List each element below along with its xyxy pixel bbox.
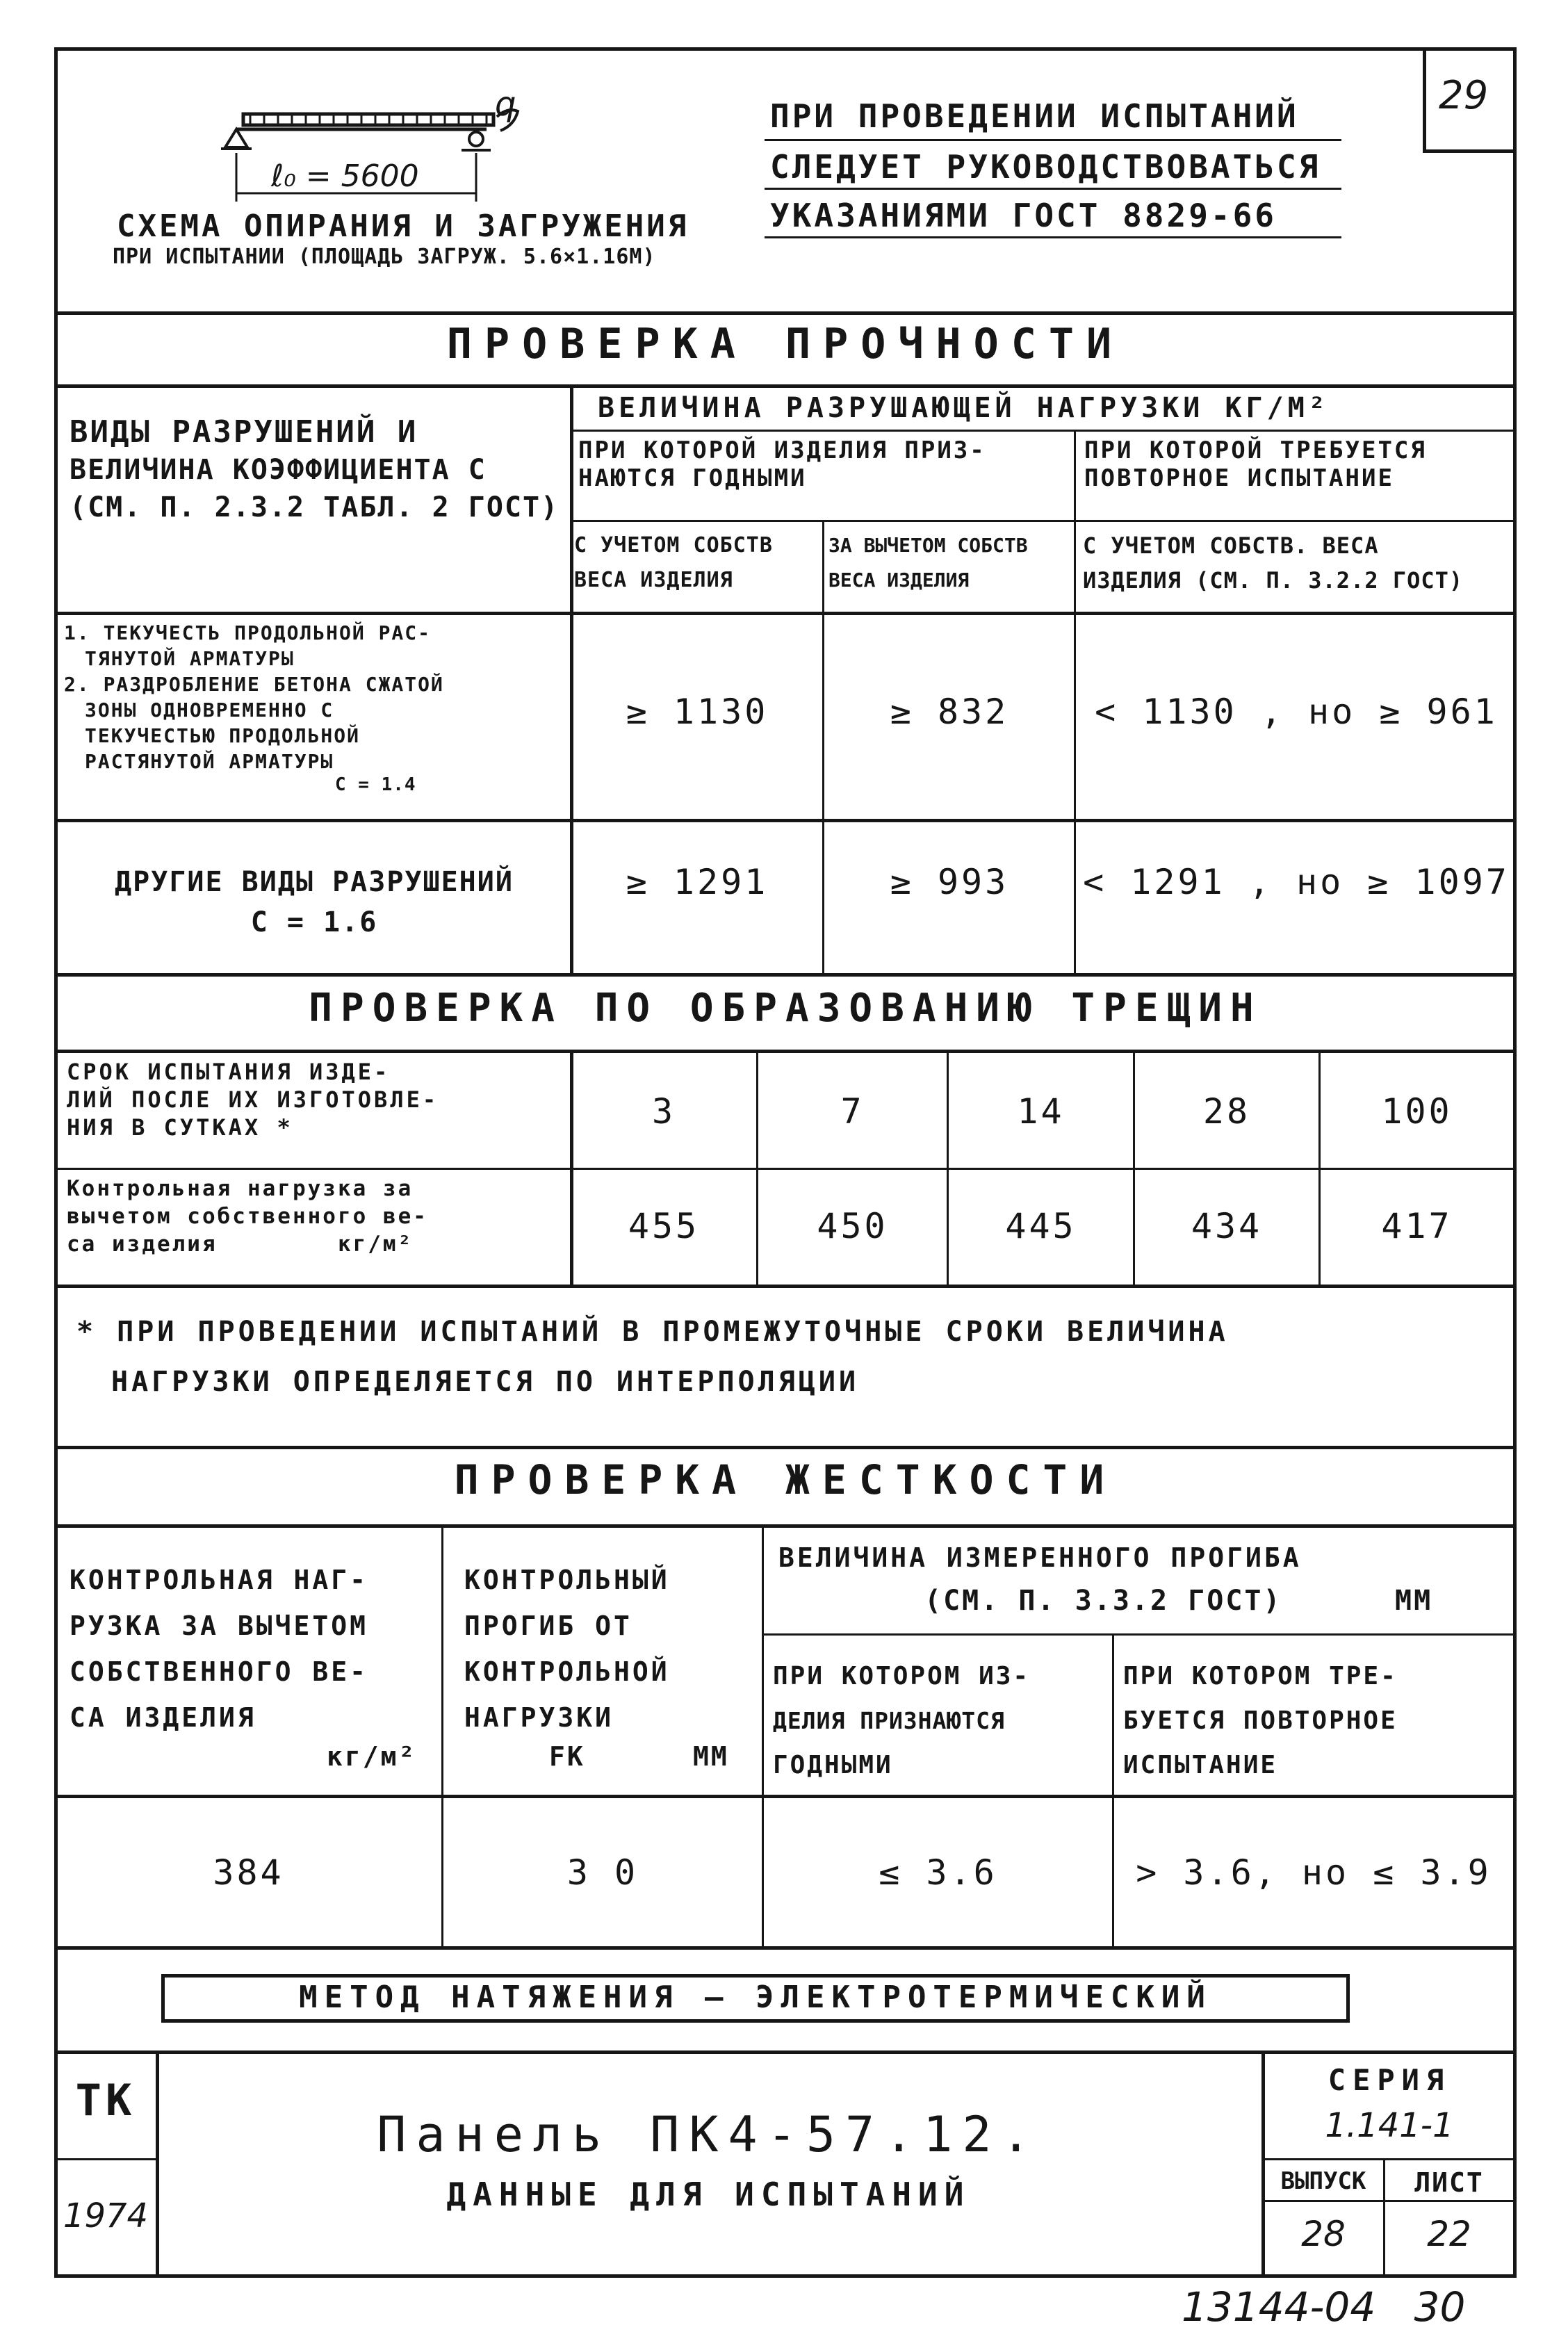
frame-left: [54, 47, 58, 2278]
cracks-load-label: Контрольная нагрузка за вычетом собственного ве- са изделия кг/м²: [67, 1176, 428, 1257]
drawing-subtitle: ДАННЫЕ ДЛЯ ИСПЫТАНИЙ: [446, 2176, 971, 2213]
stiffness-control-deflection: 3 0: [566, 1852, 639, 1893]
scheme-caption-2: ПРИ ИСПЫТАНИИ (ПЛОЩАДЬ ЗАГРУЖ. 5.6×1.16М): [113, 245, 656, 269]
series-label: СЕРИЯ: [1328, 2063, 1451, 2097]
load-symbol: q: [495, 85, 516, 124]
strength-sub-with: С УЧЕТОМ СОБСТВ ВЕСА ИЗДЕЛИЯ: [574, 533, 773, 592]
cracks-day-4: 28: [1202, 1091, 1251, 1132]
stiffness-sub-fit: ПРИ КОТОРОМ ИЗ- ДЕЛИЯ ПРИЗНАЮТСЯ ГОДНЫМИ: [773, 1662, 1031, 1779]
cracks-load-4: 434: [1191, 1206, 1263, 1246]
strength-title: ПРОВЕРКА ПРОЧНОСТИ: [446, 320, 1125, 368]
stiffness-col2-unit: FК ММ: [549, 1741, 729, 1772]
strength-row-1-without: ≥ 832: [890, 692, 1009, 732]
method-label: МЕТОД НАТЯЖЕНИЯ — ЭЛЕКТРОТЕРМИЧЕСКИЙ: [299, 1980, 1212, 2015]
issue-label: ВЫПУСК: [1280, 2167, 1366, 2195]
cracks-title: ПРОВЕРКА ПО ОБРАЗОВАНИЮ ТРЕЩИН: [309, 986, 1262, 1031]
cracks-days-label: СРОК ИСПЫТАНИЯ ИЗДЕ- ЛИЙ ПОСЛЕ ИХ ИЗГОТОВЛЕ- НИЯ В СУТКАХ *: [67, 1059, 439, 1141]
strength-row-2-kind: ДРУГИЕ ВИДЫ РАЗРУШЕНИЙ С = 1.6: [115, 866, 514, 938]
org-label: ТК: [75, 2075, 136, 2126]
frame-bottom: [54, 2274, 1517, 2278]
drawing-title: Панель ПК4-57.12.: [377, 2106, 1040, 2163]
stiffness-col1-unit: кг/м²: [327, 1741, 417, 1772]
archive-number: 13144-04 30: [1182, 2283, 1466, 2331]
sheet-label: ЛИСТ: [1414, 2167, 1484, 2198]
cracks-load-5: 417: [1381, 1206, 1453, 1246]
strength-kinds-header: ВИДЫ РАЗРУШЕНИЙ И ВЕЛИЧИНА КОЭФФИЦИЕНТА С (СМ. П. 2.3.2 ТАБЛ. 2 ГОСТ): [70, 414, 560, 523]
gost-note-line-1: ПРИ ПРОВЕДЕНИИ ИСПЫТАНИЙ: [770, 97, 1299, 135]
gost-note-line-3: УКАЗАНИЯМИ ГОСТ 8829-66: [770, 197, 1277, 234]
strength-row-2-without: ≥ 993: [890, 862, 1009, 902]
gost-note-line-2: СЛЕДУЕТ РУКОВОДСТВОВАТЬСЯ: [770, 148, 1321, 186]
year-label: 1974: [63, 2196, 149, 2235]
stiffness-fit-deflection: ≤ 3.6: [879, 1852, 997, 1893]
stiffness-col3-header: ВЕЛИЧИНА ИЗМЕРЕННОГО ПРОГИБА (СМ. П. 3.3.2 ГОСТ) ММ: [778, 1542, 1433, 1617]
strength-row-2-with: ≥ 1291: [626, 862, 769, 902]
cracks-day-5: 100: [1381, 1091, 1453, 1132]
strength-row-1-kind: 1. ТЕКУЧЕСТЬ ПРОДОЛЬНОЙ РАС- ТЯНУТОЙ АРМАТУРЫ 2. РАЗДРОБЛЕНИЕ БЕТОНА СЖАТОЙ ЗОНЫ ОДНОВРЕМЕННО С ТЕКУЧЕСТЬЮ ПРОДОЛЬНОЙ РАСТЯНУТОЙ АРМАТУРЫ С = 1.4: [64, 621, 444, 795]
series-value: 1.141-1: [1325, 2106, 1454, 2145]
cracks-footnote: * ПРИ ПРОВЕДЕНИИ ИСПЫТАНИЙ В ПРОМЕЖУТОЧНЫЕ СРОКИ ВЕЛИЧИНА НАГРУЗКИ ОПРЕДЕЛЯЕТСЯ ПО ИНТЕРПОЛЯЦИИ: [76, 1316, 1229, 1398]
strength-sub-retest: С УЧЕТОМ СОБСТВ. ВЕСА ИЗДЕЛИЯ (СМ. П. 3.2.2 ГОСТ): [1083, 532, 1464, 594]
stiffness-sub-retest: ПРИ КОТОРОМ ТРЕ- БУЕТСЯ ПОВТОРНОЕ ИСПЫТАНИЕ: [1123, 1662, 1398, 1779]
strength-load-header: ВЕЛИЧИНА РАЗРУШАЮЩЕЙ НАГРУЗКИ КГ/М²: [598, 392, 1330, 424]
stiffness-control-load: 384: [213, 1852, 284, 1893]
cracks-load-2: 450: [817, 1206, 888, 1246]
frame-right: [1513, 47, 1517, 2278]
cracks-load-1: 455: [628, 1206, 700, 1246]
strength-fit-header: ПРИ КОТОРОЙ ИЗДЕЛИЯ ПРИЗ- НАЮТСЯ ГОДНЫМИ: [578, 437, 986, 492]
cracks-day-1: 3: [651, 1091, 676, 1132]
cracks-day-2: 7: [840, 1091, 865, 1132]
cracks-day-3: 14: [1017, 1091, 1065, 1132]
stiffness-title: ПРОВЕРКА ЖЕСТКОСТИ: [454, 1456, 1117, 1503]
strength-sub-without: ЗА ВЫЧЕТОМ СОБСТВ ВЕСА ИЗДЕЛИЯ: [828, 534, 1028, 592]
stiffness-col2-header: КОНТРОЛЬНЫЙ ПРОГИБ ОТ КОНТРОЛЬНОЙ НАГРУЗКИ: [464, 1565, 670, 1733]
stiffness-retest-deflection: > 3.6, но ≤ 3.9: [1136, 1852, 1492, 1893]
stiffness-col1-header: КОНТРОЛЬНАЯ НАГ- РУЗКА ЗА ВЫЧЕТОМ СОБСТВЕННОГО ВЕ- СА ИЗДЕЛИЯ: [70, 1565, 369, 1733]
sheet-value: 22: [1427, 2214, 1471, 2254]
scheme-caption-1: СХЕМА ОПИРАНИЯ И ЗАГРУЖЕНИЯ: [117, 209, 689, 244]
strength-row-2-retest: < 1291 , но ≥ 1097: [1083, 862, 1510, 902]
sheet-number: 29: [1439, 73, 1489, 118]
issue-value: 28: [1301, 2214, 1346, 2254]
span-label: ℓ₀ = 5600: [271, 158, 419, 194]
cracks-load-3: 445: [1005, 1206, 1077, 1246]
strength-row-1-retest: < 1130 , но ≥ 961: [1095, 692, 1498, 732]
frame-top: [54, 47, 1517, 51]
strength-retest-header: ПРИ КОТОРОЙ ТРЕБУЕТСЯ ПОВТОРНОЕ ИСПЫТАНИЕ: [1084, 437, 1427, 492]
strength-row-1-with: ≥ 1130: [626, 692, 769, 732]
